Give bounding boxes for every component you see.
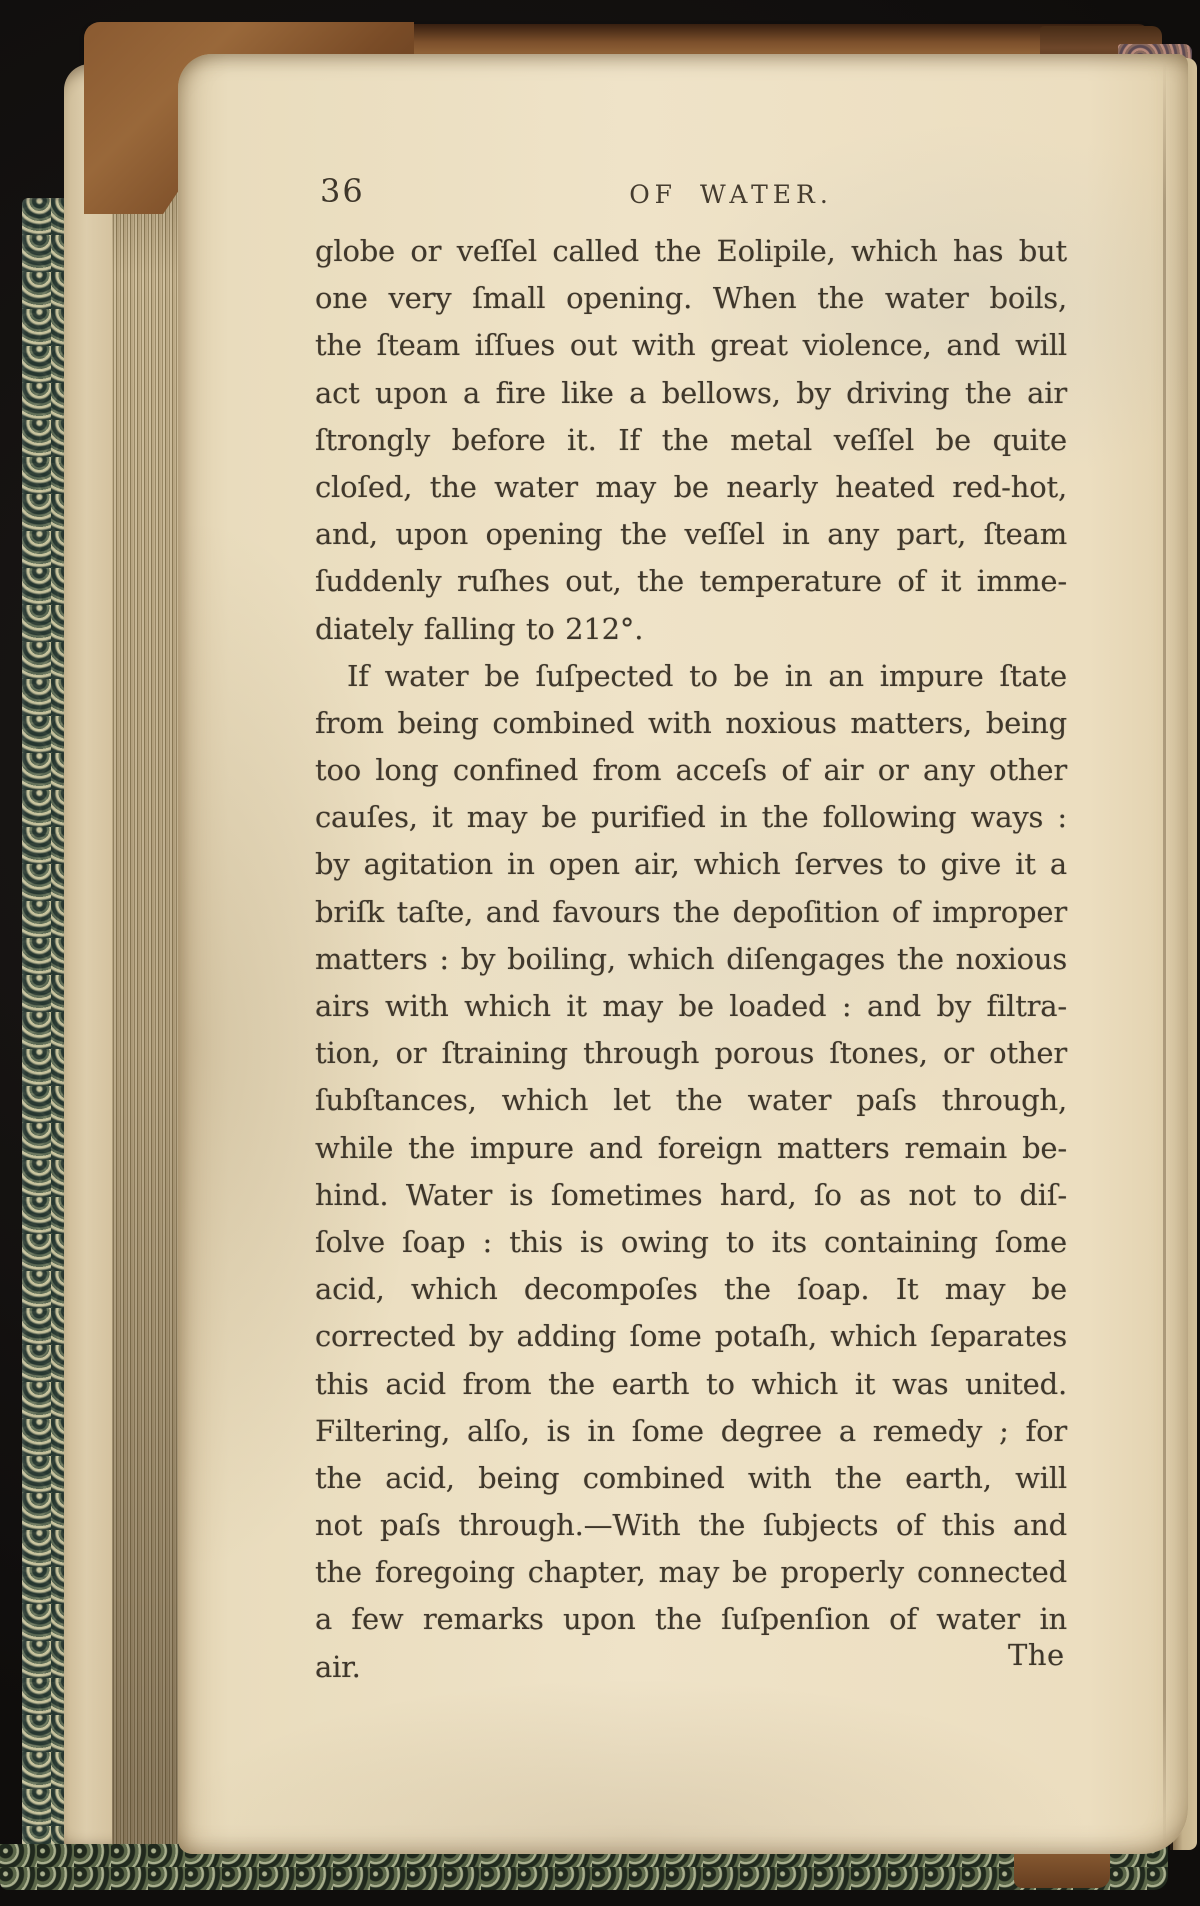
text-line: this acid from the earth to which it was united. — [315, 1366, 1067, 1401]
text-line: a few remarks upon the ſuſpenſion of water in — [315, 1602, 1067, 1637]
text-line: diately falling to 212°. — [315, 611, 644, 646]
text-line: matters : by boiling, which diſengages the noxious — [315, 941, 1067, 976]
text-line: the foregoing chapter, may be properly connected — [315, 1555, 1067, 1590]
text-line: not paſs through.—With the ſubjects of this and — [315, 1508, 1067, 1543]
leather-tab-bottom — [1014, 1848, 1110, 1888]
text-line: ſuddenly ruſhes out, the temperature of it imme- — [315, 564, 1067, 599]
text-line: the ſteam iſſues out with great violence, and will — [315, 328, 1067, 363]
text-line: one very ſmall opening. When the water boils, — [315, 281, 1067, 316]
text-line: too long confined from acceſs of air or any other — [315, 753, 1067, 788]
text-line: ſubſtances, which let the water paſs through, — [315, 1083, 1067, 1118]
stacked-page-edges — [112, 60, 184, 1852]
text-line: ſtrongly before it. If the metal veſſel be quite — [315, 422, 1067, 457]
text-line: cloſed, the water may be nearly heated red-hot, — [315, 469, 1067, 504]
text-line: tion, or ſtraining through porous ſtones, or other — [315, 1036, 1067, 1071]
text-line: briſk taſte, and favours the depoſition of improper — [315, 894, 1067, 929]
body-text — [315, 228, 1067, 1691]
book-page — [178, 54, 1188, 1854]
text-line: the acid, being combined with the earth, will — [315, 1460, 1067, 1495]
running-title: OF WATER. — [629, 180, 833, 209]
text-line: airs with which it may be loaded : and by filtra- — [315, 989, 1067, 1023]
text-line: ſolve ſoap : this is owing to its containing ſome — [315, 1224, 1067, 1259]
text-line: from being combined with noxious matters, being — [315, 705, 1067, 740]
catchword: The — [1008, 1638, 1065, 1672]
text-line: and, upon opening the veſſel in any part, ſteam — [315, 517, 1067, 552]
text-line: acid, which decompoſes the ſoap. It may be — [315, 1272, 1067, 1307]
text-line: If water be ſuſpected to be in an impure ſtate — [347, 658, 1067, 693]
text-line: by agitation in open air, which ſerves to give it a — [315, 847, 1067, 882]
text-line: corrected by adding ſome potaſh, which ſeparates — [315, 1319, 1067, 1354]
marbled-board-edge-left — [22, 198, 70, 1882]
text-line: hind. Water is ſometimes hard, ſo as not to diſ- — [315, 1177, 1067, 1212]
text-line: globe or veſſel called the Eolipile, which has but — [315, 234, 1067, 268]
text-line: air. — [315, 1649, 361, 1684]
text-line: Filtering, alſo, is in ſome degree a remedy ; for — [315, 1413, 1067, 1448]
page-number: 36 — [320, 172, 365, 210]
text-line: cauſes, it may be purified in the following ways : — [315, 800, 1067, 835]
text-line: while the impure and foreign matters remain be- — [315, 1130, 1067, 1165]
text-line: act upon a fire like a bellows, by driving the air — [315, 375, 1067, 410]
